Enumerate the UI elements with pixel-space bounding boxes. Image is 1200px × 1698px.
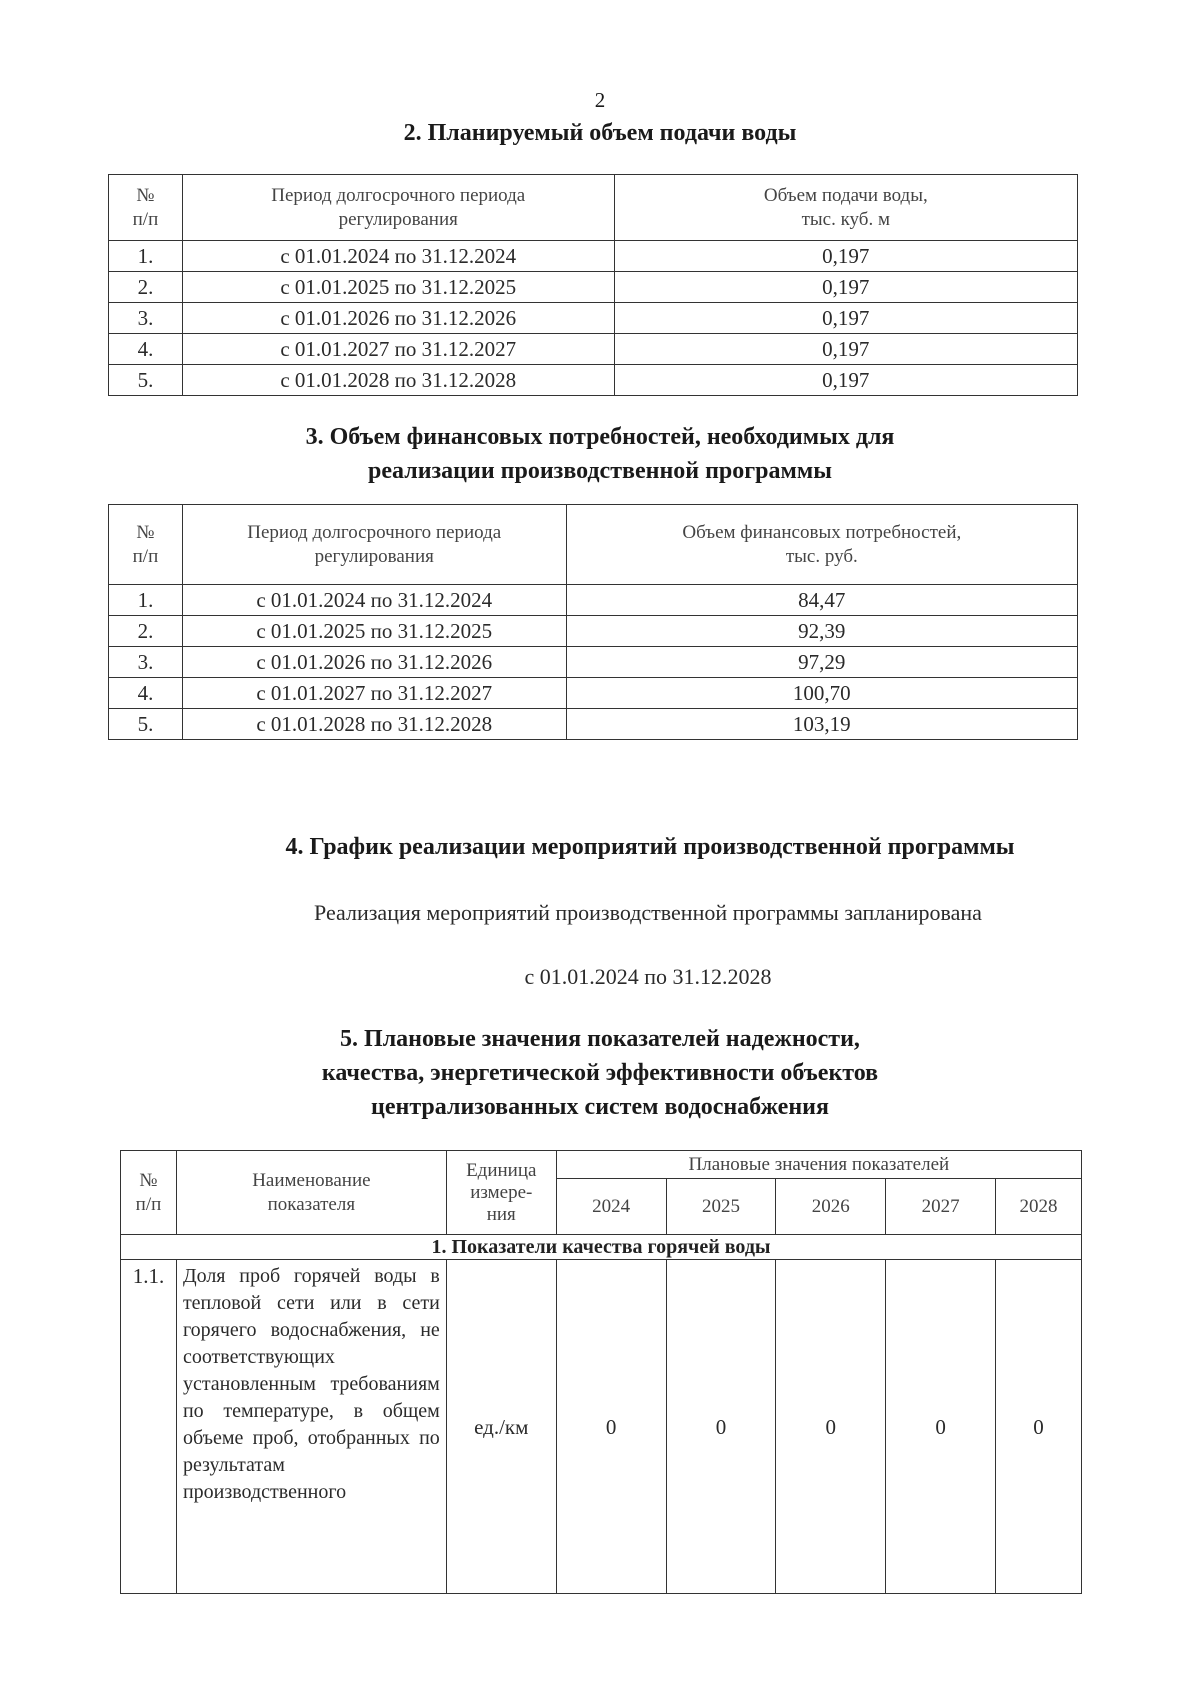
row-number: 3. — [109, 647, 183, 678]
row-value: 0,197 — [614, 334, 1077, 365]
row-period: с 01.01.2026 по 31.12.2026 — [182, 647, 566, 678]
group-title: 1. Показатели качества горячей воды — [121, 1235, 1082, 1260]
table-header-row — [121, 1151, 1082, 1179]
col-header-year: 2028 — [996, 1179, 1082, 1235]
row-period: с 01.01.2024 по 31.12.2024 — [182, 241, 614, 272]
group-row — [121, 1235, 1082, 1260]
col-header-year: 2025 — [666, 1179, 776, 1235]
financial-needs-table — [108, 504, 1078, 740]
row-number: 2. — [109, 616, 183, 647]
row-value: 0,197 — [614, 365, 1077, 396]
row-number: 2. — [109, 272, 183, 303]
row-number: 1. — [109, 585, 183, 616]
row-value: 0 — [776, 1260, 886, 1594]
section5-title-line3: централизованных систем водоснабжения — [371, 1094, 829, 1120]
section5-title-line1: 5. Плановые значения показателей надежности, — [340, 1026, 860, 1052]
section4-text-line2: с 01.01.2024 по 31.12.2028 — [524, 964, 772, 989]
row-number: 4. — [109, 678, 183, 709]
table-row — [109, 365, 1078, 396]
row-value: 97,29 — [566, 647, 1077, 678]
col-header-number: № п/п — [109, 505, 183, 585]
col-header-volume: Объем подачи воды, тыс. куб. м — [614, 175, 1077, 241]
row-period: с 01.01.2026 по 31.12.2026 — [182, 303, 614, 334]
row-value: 0 — [886, 1260, 996, 1594]
col-header-period: Период долгосрочного периода регулирования — [182, 505, 566, 585]
col-header-name: Наименование показателя — [176, 1151, 446, 1235]
row-period: с 01.01.2027 по 31.12.2027 — [182, 334, 614, 365]
table-header-row — [109, 505, 1078, 585]
col-header-period: Период долгосрочного периода регулирования — [182, 175, 614, 241]
col-header-year: 2026 — [776, 1179, 886, 1235]
section5-title-line2: качества, энергетической эффективности объектов — [321, 1060, 879, 1086]
row-period: с 01.01.2025 по 31.12.2025 — [182, 616, 566, 647]
row-value: 0,197 — [614, 241, 1077, 272]
col-header-planned: Плановые значения показателей — [556, 1151, 1081, 1179]
row-value: 0,197 — [614, 272, 1077, 303]
page-number: 2 — [594, 88, 606, 112]
row-value: 92,39 — [566, 616, 1077, 647]
table-row — [109, 647, 1078, 678]
section4-title: 4. График реализации мероприятий производственной программы — [285, 834, 1015, 860]
table-row — [109, 585, 1078, 616]
section3-title-line2: реализации производственной программы — [368, 458, 832, 484]
row-value: 0 — [666, 1260, 776, 1594]
table-row — [109, 303, 1078, 334]
indicators-table — [120, 1150, 1082, 1594]
row-period: с 01.01.2028 по 31.12.2028 — [182, 365, 614, 396]
table-row — [109, 678, 1078, 709]
row-unit: ед./км — [446, 1260, 556, 1594]
col-header-year: 2024 — [556, 1179, 666, 1235]
row-value: 103,19 — [566, 709, 1077, 740]
row-period: с 01.01.2024 по 31.12.2024 — [182, 585, 566, 616]
row-number: 4. — [109, 334, 183, 365]
row-number: 1.1. — [121, 1260, 177, 1594]
section4-text-line1: Реализация мероприятий производственной программы запланирована — [314, 900, 982, 925]
row-value: 0,197 — [614, 303, 1077, 334]
row-number: 1. — [109, 241, 183, 272]
table-row — [121, 1260, 1082, 1594]
col-header-unit: Единица измере- ния — [446, 1151, 556, 1235]
table-row — [109, 334, 1078, 365]
row-indicator-name: Доля проб горячей воды в тепловой сети или в сети горячего водоснабжения, не соответствующих установленным требованиям по температуре, в общем объеме проб, отобранных по результатам производственного — [176, 1260, 446, 1594]
row-number: 5. — [109, 709, 183, 740]
row-number: 5. — [109, 365, 183, 396]
table-header-row — [109, 175, 1078, 241]
col-header-number: № п/п — [121, 1151, 177, 1235]
row-period: с 01.01.2028 по 31.12.2028 — [182, 709, 566, 740]
section2-title: 2. Планируемый объем подачи воды — [403, 120, 797, 146]
table-row — [109, 616, 1078, 647]
row-value: 0 — [556, 1260, 666, 1594]
section3-title-line1: 3. Объем финансовых потребностей, необходимых для — [305, 424, 895, 450]
row-period: с 01.01.2025 по 31.12.2025 — [182, 272, 614, 303]
row-value: 0 — [996, 1260, 1082, 1594]
row-period: с 01.01.2027 по 31.12.2027 — [182, 678, 566, 709]
row-number: 3. — [109, 303, 183, 334]
table-row — [109, 709, 1078, 740]
row-value: 84,47 — [566, 585, 1077, 616]
col-header-year: 2027 — [886, 1179, 996, 1235]
supply-volume-table — [108, 174, 1078, 396]
col-header-number: № п/п — [109, 175, 183, 241]
row-value: 100,70 — [566, 678, 1077, 709]
col-header-finance: Объем финансовых потребностей, тыс. руб. — [566, 505, 1077, 585]
table-row — [109, 241, 1078, 272]
table-row — [109, 272, 1078, 303]
